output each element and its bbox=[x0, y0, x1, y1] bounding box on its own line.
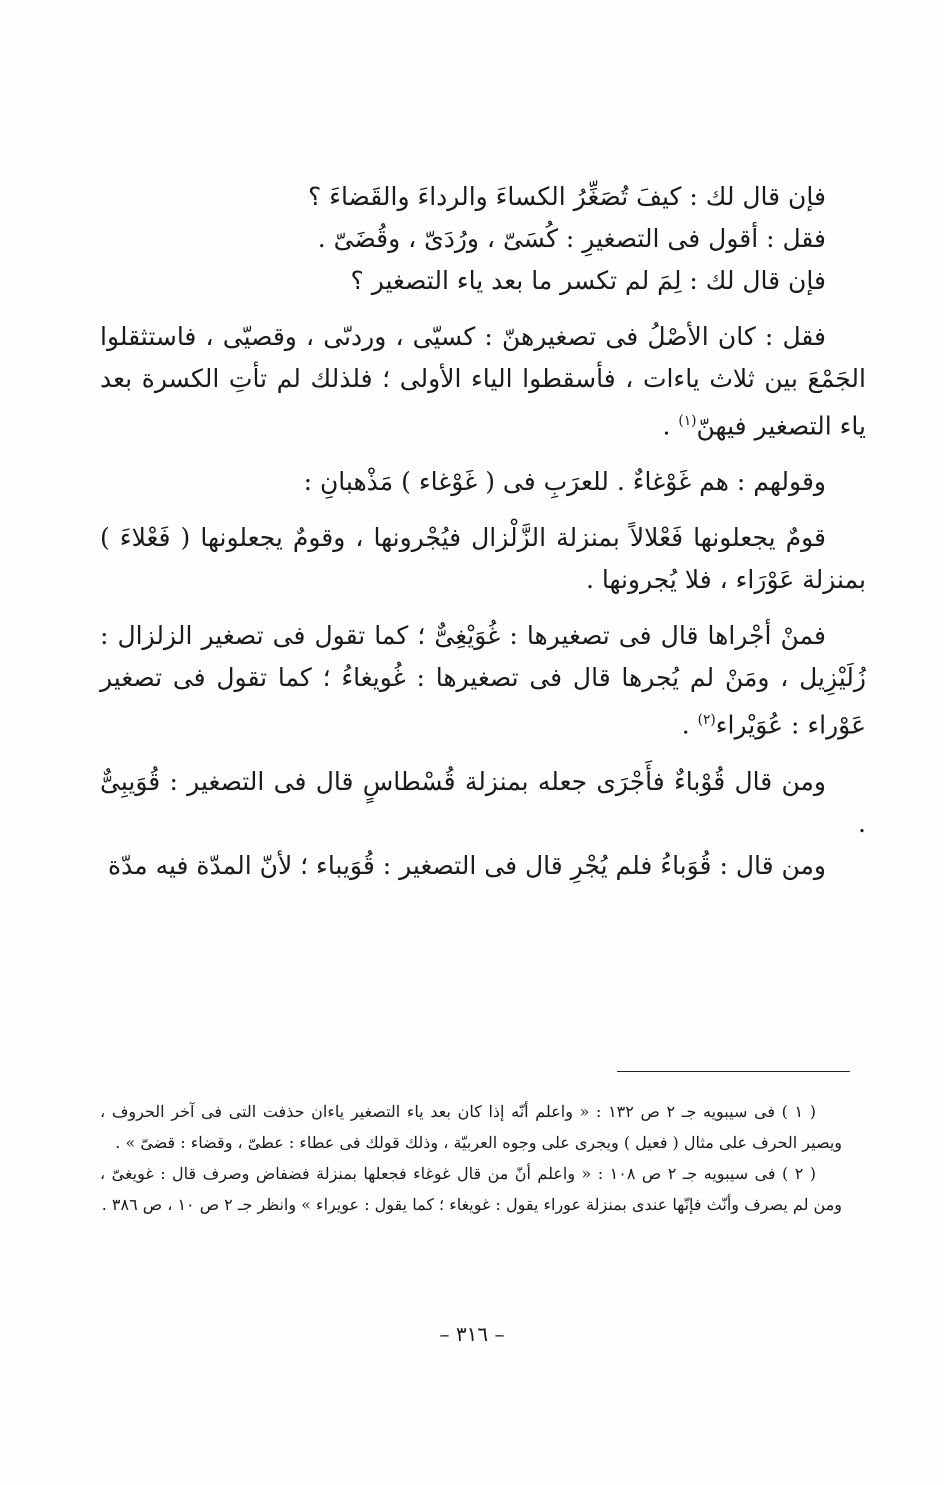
paragraph-5: وقولهم : هم غَوْغاءٌ . للعرَبِ فى ( غَوْغاء ) مَذْهبانِ : bbox=[303, 467, 826, 497]
paragraph-6: قومٌ يجعلونها فَعْلالاً بمنزلة الزَّلْزال فيُجْرونها ، وقومٌ يجعلونها ( فَعْلاءَ ) بمنزلة عَوْرَاء ، فلا يُجرونها . bbox=[100, 523, 866, 595]
footnote-ref-1[interactable]: (١) bbox=[678, 413, 697, 429]
paragraph-7: فمنْ أجْراها قال فى تصغيرها : غُوَيْغِىٌّ ؛ كما تقول فى تصغير الزلزال : زُلَيْزِيل ، ومَنْ لم يُجرها قال فى تصغيرها : غُويغاءُ ؛ كما تقول فى تصغير عَوْراء : عُوَيْراء$^{(٢)}$ . bbox=[100, 621, 866, 740]
paragraph-8: ومن قال قُوْباءٌ فأَجْرَى جعله بمنزلة قُسْطاسٍ قال فى التصغير : قُوَيبِىٌّ . bbox=[100, 766, 866, 838]
footnote-2: ( ٢ ) فى سيبويه جـ ٢ ص ١٠٨ : « واعلم أنّ من قال غوغاء فجعلها بمنزلة فضفاض وصرف قال : غويغىّ ، ومن لم يصرف وأنّث فإنّها عندى بمنزلة عوراء يقول : غويغاء ؛ كما يقول : عويراء » وانظر جـ ٢ ص ١٠ ، ص ٣٨٦ . bbox=[100, 1164, 842, 1214]
footnotes bbox=[100, 1096, 842, 1220]
paragraph-7-text: فمنْ أجْراها قال فى تصغيرها : غُوَيْغِىٌّ ؛ كما تقول فى تصغير الزلزال : زُلَيْزِيل ، ومَنْ لم يُجرها قال فى تصغيرها : غُويغاءُ ؛ كما تقول فى تصغير عَوْراء : عُوَيْراء bbox=[100, 621, 866, 740]
paragraph-3: فإن قال لك : لِمَ لم تكسر ما بعد ياء التصغير ؟ bbox=[350, 266, 826, 295]
footnote-1: ( ١ ) فى سيبويه جـ ٢ ص ١٣٢ : « واعلم أنّه إذا كان بعد ياء التصغير ياءان حذفت التى فى آخر الحروف ، ويصير الحرف على مثال ( فعيل ) ويجرى على وجوه العربيّة ، وذلك قولك فى عطاء : عطىّ ، وقضاء : قضىّ » . bbox=[100, 1102, 842, 1152]
paragraph-4: فقل : كان الأصْلُ فى تصغيرهنّ : كسيّى ، وردىّى ، وقصيّى ، فاستثقلوا الجَمْعَ بين ثلاث ياءات ، فأسقطوا الياء الأولى ؛ فلذلك لم تأتِ الكسرة بعد ياء التصغير فيهنّ$^{(١)}$ . bbox=[100, 322, 866, 441]
paragraph-1: فإن قال لك : كيفَ تُصَغِّرُ الكساءَ والرداءَ والقَضاءَ ؟ bbox=[307, 182, 826, 211]
paragraph-2: فقل : أقول فى التصغيرِ : كُسَىّ ، ورُدَىّ ، وقُضَىّ . bbox=[317, 224, 826, 253]
main-text bbox=[100, 176, 866, 887]
footnote-ref-2[interactable]: (٢) bbox=[697, 712, 716, 729]
footnote-divider bbox=[617, 1071, 850, 1072]
paragraph-4-text: فقل : كان الأصْلُ فى تصغيرهنّ : كسيّى ، وردىّى ، وقصيّى ، فاستثقلوا الجَمْعَ بين ثلاث ياءات ، فأسقطوا الياء الأولى ؛ فلذلك لم تأتِ الكسرة بعد ياء التصغير فيهنّ bbox=[100, 322, 866, 441]
paragraph-9: ومن قال : قُوَباءُ فلم يُجْرِ قال فى التصغير : قُوَيباء ؛ لأنّ المدّة فيه مدّة bbox=[108, 850, 826, 880]
page-number: – ٣١٦ – bbox=[439, 1322, 505, 1346]
